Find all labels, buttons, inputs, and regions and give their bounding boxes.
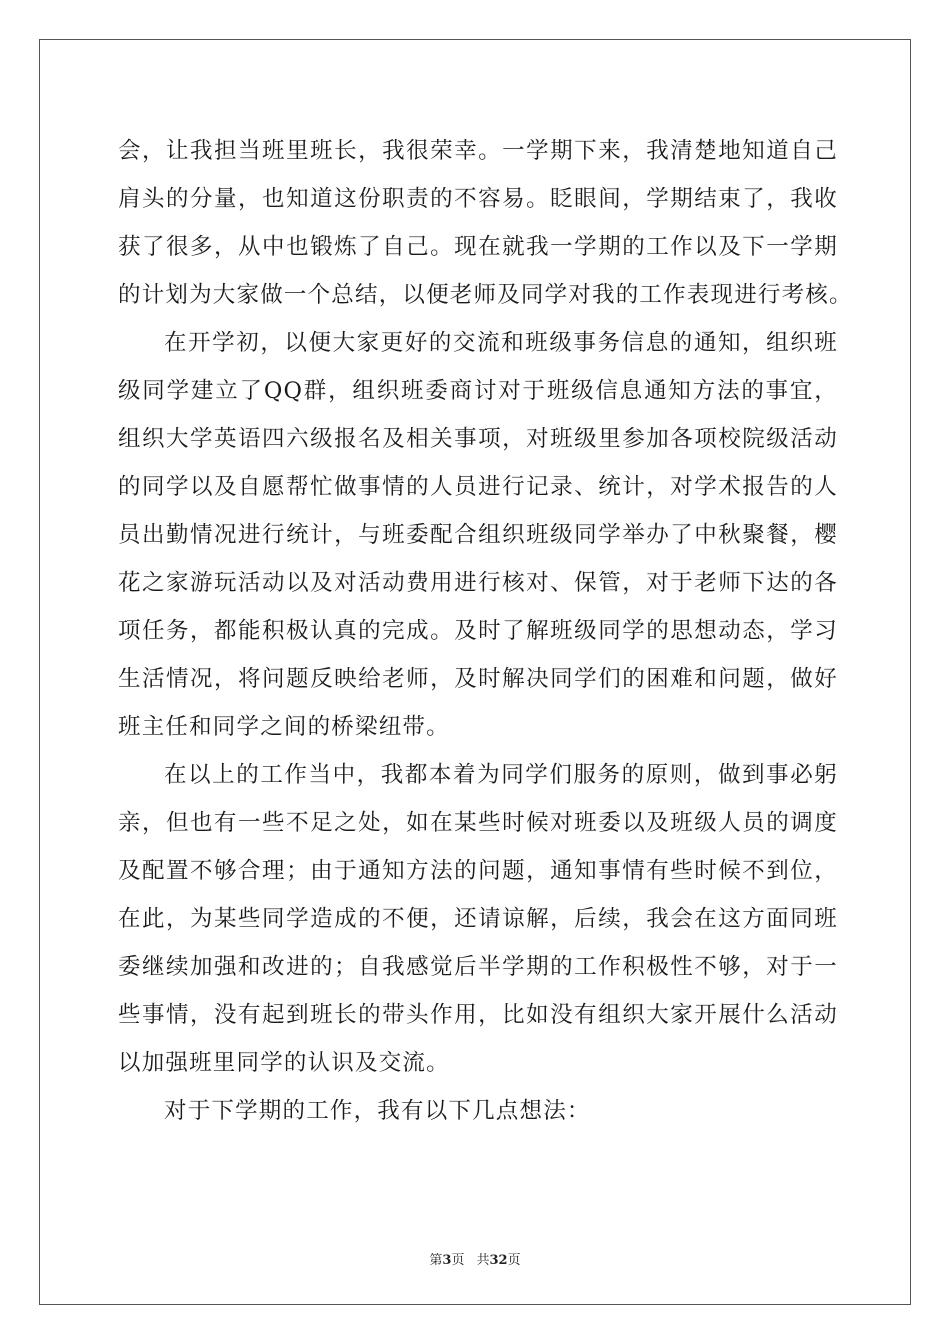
- page-footer: [0, 1249, 950, 1268]
- total-suffix: 页: [507, 1253, 521, 1268]
- text-line: 及配置不够合理；由于通知方法的问题，通知事情有些时候不到位，: [118, 858, 838, 884]
- text-line: 员出勤情况进行统计，与班委配合组织班级同学举办了中秋聚餐，樱: [118, 522, 838, 548]
- text-line: 项任务，都能积极认真的完成。及时了解班级同学的思想动态，学习: [118, 618, 838, 644]
- text-line: 以加强班里同学的认识及交流。: [118, 1050, 450, 1076]
- document-body: [118, 127, 853, 1135]
- text-line: 的计划为大家做一个总结，以便老师及同学对我的工作表现进行考核。: [118, 282, 853, 308]
- page-prefix: 第: [429, 1253, 443, 1268]
- total-pages: 32: [489, 1253, 508, 1268]
- text-line: 级同学建立了QQ群，组织班委商讨对于班级信息通知方法的事宜，: [118, 378, 838, 404]
- text-line: 在以上的工作当中，我都本着为同学们服务的原则，做到事必躬: [164, 762, 838, 788]
- text-line: 生活情况，将问题反映给老师，及时解决同学们的困难和问题，做好: [118, 666, 838, 692]
- text-line: 花之家游玩活动以及对活动费用进行核对、保管，对于老师下达的各: [118, 570, 838, 596]
- text-line: 在此，为某些同学造成的不便，还请谅解，后续，我会在这方面同班: [118, 906, 838, 932]
- text-line: 的同学以及自愿帮忙做事情的人员进行记录、统计，对学术报告的人: [118, 474, 838, 500]
- text-line: 班主任和同学之间的桥梁纽带。: [118, 714, 450, 740]
- text-line: 对于下学期的工作，我有以下几点想法：: [164, 1098, 591, 1124]
- text-line: 会，让我担当班里班长，我很荣幸。一学期下来，我清楚地知道自己: [118, 138, 838, 164]
- text-line: 肩头的分量，也知道这份职责的不容易。眨眼间，学期结束了，我收: [118, 186, 838, 212]
- text-line: 亲，但也有一些不足之处，如在某些时候对班委以及班级人员的调度: [118, 810, 838, 836]
- text-line: 些事情，没有起到班长的带头作用，比如没有组织大家开展什么活动: [118, 1002, 838, 1028]
- text-line: 组织大学英语四六级报名及相关事项，对班级里参加各项校院级活动: [118, 426, 838, 452]
- page-suffix: 页: [451, 1253, 465, 1268]
- total-prefix: 共: [476, 1253, 490, 1268]
- text-line: 在开学初，以便大家更好的交流和班级事务信息的通知，组织班: [164, 330, 838, 356]
- page-number: 3: [442, 1253, 452, 1268]
- text-line: 委继续加强和改进的；自我感觉后半学期的工作积极性不够，对于一: [118, 954, 838, 980]
- text-line: 获了很多，从中也锻炼了自己。现在就我一学期的工作以及下一学期: [118, 234, 838, 260]
